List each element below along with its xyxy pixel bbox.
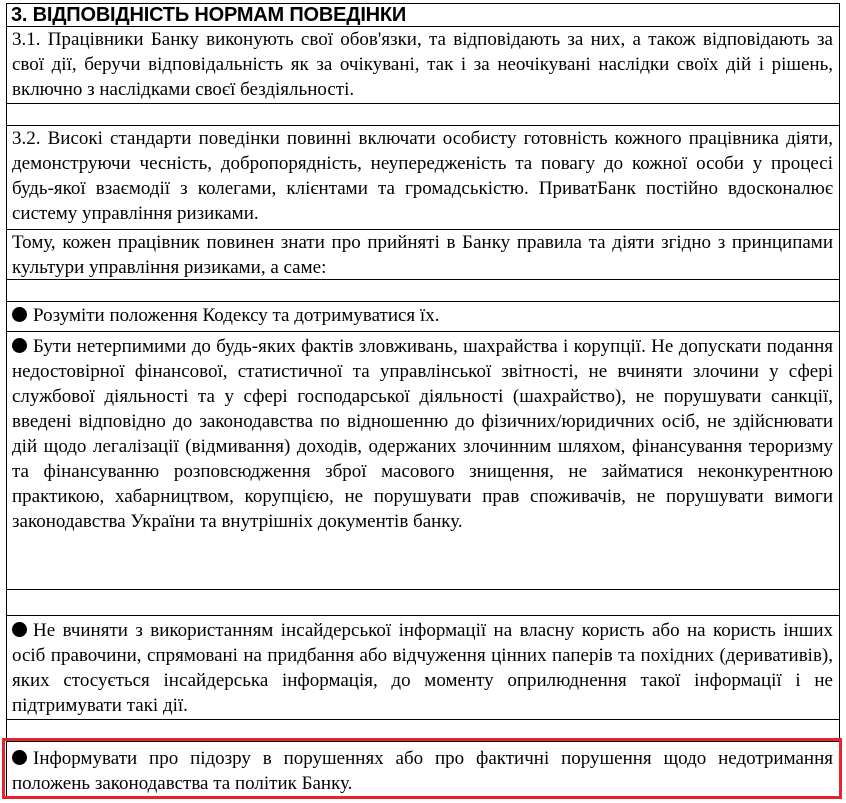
paragraph-3-2 [6,126,840,230]
bullet-item-1 [6,302,840,332]
paragraph-intro [6,230,840,280]
empty-row [6,104,840,126]
bullet-item-3-text: Не вчиняти з використанням інсайдерської інформації на власну користь або на користь інших осіб правочини, спрямовані на придбання або відчуження цінних паперів та похідних (деривативів), яких стосується інсайдерська інформація, до моменту оприлюднення такої інформації і не підтримувати такі дії. [12,620,833,716]
bullet-item-1-text: Розуміти положення Кодексу та дотримуватися їх. [33,305,440,326]
paragraph-3-1 [6,27,840,104]
bullet-icon [12,338,27,353]
bullet-icon [12,622,27,637]
empty-row [6,280,840,302]
code-of-conduct-table [6,3,840,798]
bullet-item-2-text: Бути нетерпимими до будь-яких фактів зловживань, шахрайства і корупції. Не допускати подання недостовірної фінансової, статистичної та управлінської звітності, не вчиняти злочини у сфері службової діяльності та у сфері господарської діяльності (шахрайство), не порушувати санкції, введені відповідно до законодавства по відношенню до фізичних/юридичних осіб, не здійснювати дій щодо легалізації (відмивання) доходів, одержаних злочинним шляхом, фінансування тероризму та фінансуванню розповсюдження зброї масового знищення, не займатися неконкурентною практикою, хабарництвом, корупцією, не порушувати прав споживачів, не порушувати вимоги законодавства України та внутрішніх документів банку. [12,336,833,532]
paragraph-3-1-text: 3.1. Працівники Банку виконують свої обов'язки, та відповідають за них, а також відповідають за свої дії, беручи відповідальність як за очікувані, так і за неочікувані наслідки своїх дій і рішень, включно з наслідками своєї бездіяльності. [12,29,833,100]
highlight-box [2,738,842,799]
bullet-item-2 [6,332,840,590]
bullet-item-3 [6,616,840,720]
bullet-item-4-text: Інформувати про підозру в порушеннях або про фактичні порушення щодо недотримання положень законодавства та політик Банку. [12,748,833,794]
bullet-icon [12,307,27,322]
section-title: 3. ВІДПОВІДНІСТЬ НОРМАМ ПОВЕДІНКИ [6,3,840,27]
empty-row [6,590,840,616]
paragraph-3-2-text: 3.2. Високі стандарти поведінки повинні включати особисту готовність кожного працівника діяти, демонструючи чесність, добропорядність, неупередженість та повагу до кожної особи у процесі будь-якої взаємодії з колегами, клієнтами та громадськістю. ПриватБанк постійно вдосконалює систему управління ризиками. [12,128,833,224]
paragraph-intro-text: Тому, кожен працівник повинен знати про прийняті в Банку правила та діяти згідно з принципами культури управління ризиками, а саме: [12,232,833,278]
